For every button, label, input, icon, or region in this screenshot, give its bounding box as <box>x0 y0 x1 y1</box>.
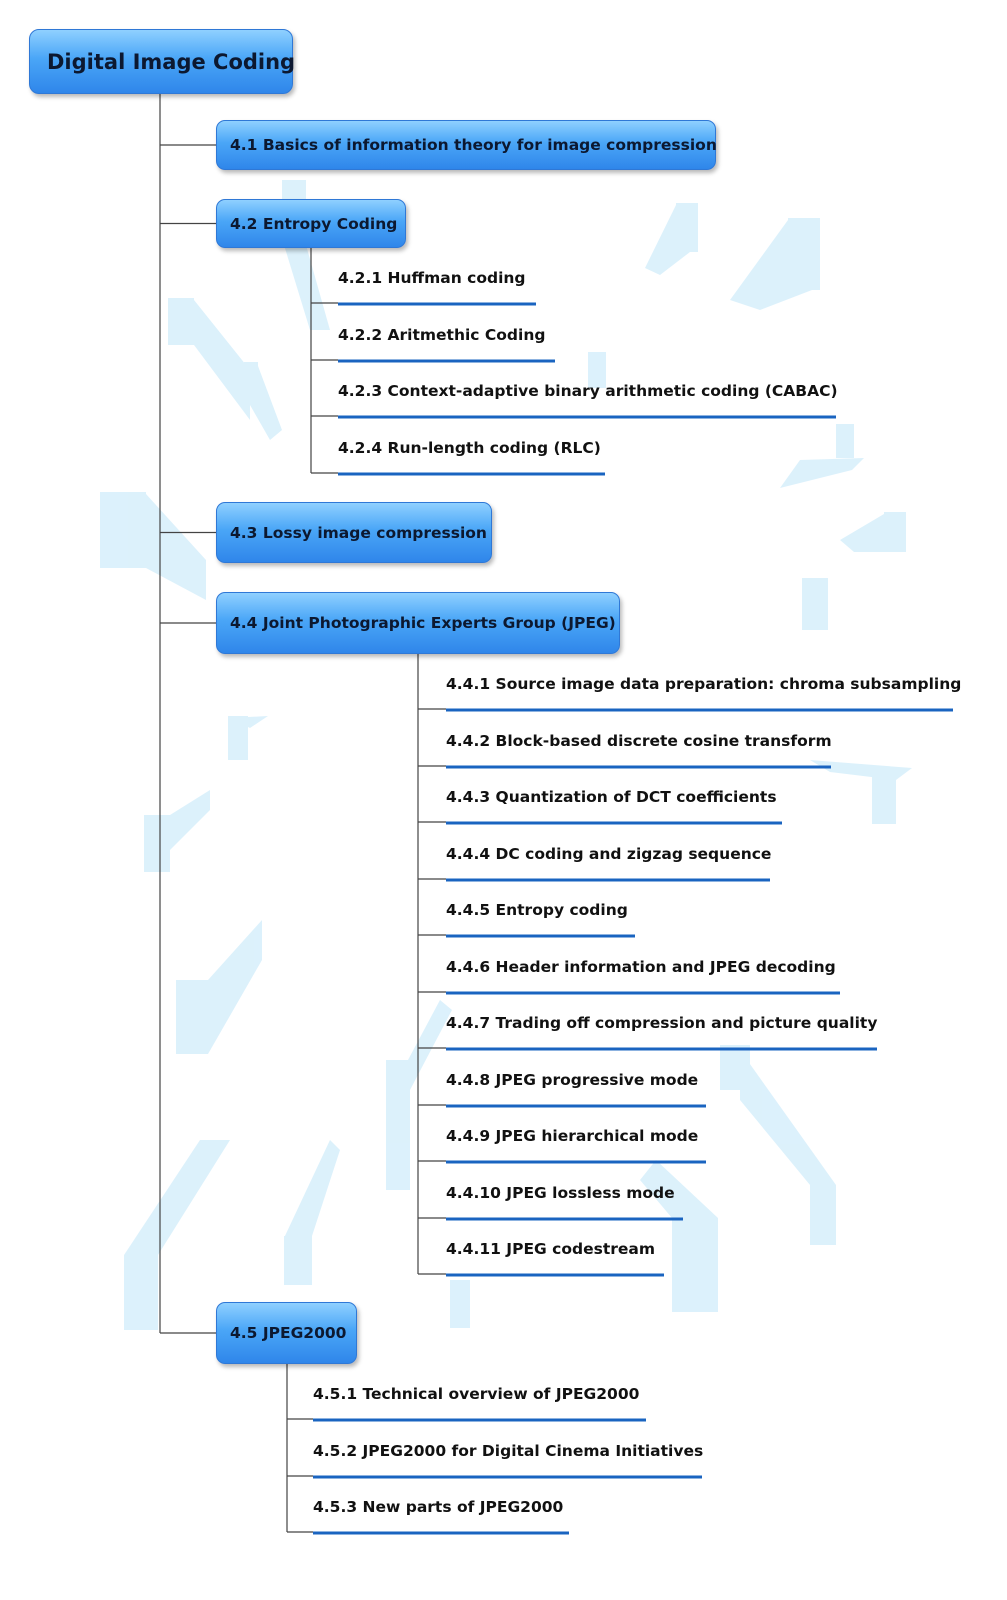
subsection-item: 4.4.1 Source image data preparation: chroma subsampling <box>446 675 962 693</box>
subsection-item: 4.2.3 Context-adaptive binary arithmetic coding (CABAC) <box>338 382 838 400</box>
subsection-item: 4.5.3 New parts of JPEG2000 <box>313 1498 564 1516</box>
subsection-item: 4.4.3 Quantization of DCT coefficients <box>446 788 777 806</box>
section-node-4-3 <box>216 502 492 563</box>
subsection-item: 4.4.11 JPEG codestream <box>446 1240 655 1258</box>
root-label: Digital Image Coding <box>47 49 296 74</box>
subsection-item: 4.5.2 JPEG2000 for Digital Cinema Initiatives <box>313 1442 704 1460</box>
subsection-item: 4.2.2 Aritmethic Coding <box>338 326 546 344</box>
subsection-item: 4.4.8 JPEG progressive mode <box>446 1071 699 1089</box>
section-label: 4.2 Entropy Coding <box>230 214 398 233</box>
subsection-item: 4.4.5 Entropy coding <box>446 901 628 919</box>
section-label: 4.1 Basics of information theory for image compression <box>230 136 717 154</box>
root-node <box>29 29 296 94</box>
section-label: 4.3 Lossy image compression <box>230 523 487 542</box>
subsection-item: 4.2.4 Run-length coding (RLC) <box>338 439 601 457</box>
section-label: 4.5 JPEG2000 <box>230 1324 347 1342</box>
subsection-item: 4.4.6 Header information and JPEG decoding <box>446 958 836 976</box>
subsection-item: 4.2.1 Huffman coding <box>338 269 526 287</box>
subsection-item: 4.4.9 JPEG hierarchical mode <box>446 1127 699 1145</box>
section-node-4-2 <box>216 199 406 248</box>
subsection-item: 4.5.1 Technical overview of JPEG2000 <box>313 1385 640 1403</box>
section-node-4-5 <box>216 1302 357 1364</box>
section-label: 4.4 Joint Photographic Experts Group (JPEG) <box>230 614 616 632</box>
subsection-item: 4.4.10 JPEG lossless mode <box>446 1184 675 1202</box>
subsection-item: 4.4.4 DC coding and zigzag sequence <box>446 845 772 863</box>
section-node-4-4 <box>216 592 620 654</box>
subsection-item: 4.4.2 Block-based discrete cosine transform <box>446 732 832 750</box>
section-node-4-1 <box>216 120 716 170</box>
subsection-item: 4.4.7 Trading off compression and picture quality <box>446 1014 878 1032</box>
